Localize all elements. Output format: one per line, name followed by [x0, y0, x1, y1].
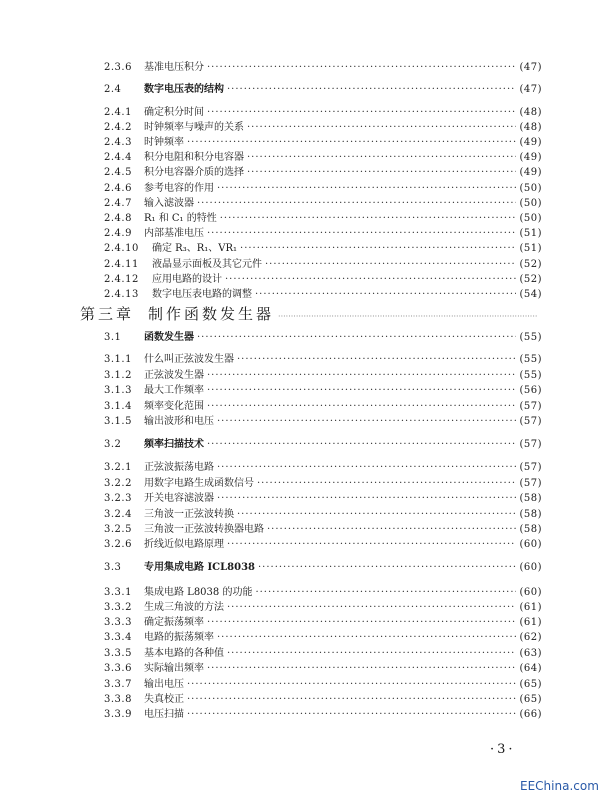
entry-title: 三角波一正弦波转换 [144, 509, 234, 520]
section-number: 3.1 [104, 332, 122, 343]
toc-entry [104, 61, 542, 75]
toc-entry [104, 258, 542, 272]
toc-entry [104, 166, 542, 180]
entry-number: 2.3.6 [104, 62, 132, 73]
toc-entry [104, 538, 542, 552]
toc-entry [104, 415, 542, 429]
entry-title: 开关电容滤波器 [144, 493, 214, 504]
entry-title: 三角波一正弦波转换器电路 [144, 524, 264, 535]
watermark: EEChina.com [520, 779, 599, 793]
entry-number: 3.3.5 [104, 648, 132, 659]
entry-number: 3.2.6 [104, 539, 132, 550]
entry-page: (47) [519, 62, 542, 73]
section-page: (47) [519, 84, 542, 95]
toc-entry [104, 197, 542, 211]
toc-entry [104, 106, 542, 120]
entry-title: 确定 R₃、R₁、VR₁ [152, 243, 238, 254]
entry-page: (49) [519, 152, 542, 163]
entry-page: (58) [519, 509, 542, 520]
dot-leader [187, 678, 516, 692]
dot-leader [278, 308, 538, 326]
dot-leader [217, 631, 516, 645]
entry-title: 正弦波振荡电路 [144, 462, 214, 473]
dot-leader [217, 492, 516, 506]
entry-page: (63) [519, 648, 542, 659]
entry-page: (55) [519, 354, 542, 365]
entry-number: 3.2.5 [104, 524, 132, 535]
page-number: ·3· [490, 742, 516, 757]
toc-entry [104, 182, 542, 196]
entry-title: 输入滤波器 [144, 198, 194, 209]
entry-title: 失真校正 [144, 694, 184, 705]
entry-number: 2.4.13 [104, 289, 139, 300]
toc-section [104, 331, 542, 345]
entry-number: 3.1.1 [104, 354, 132, 365]
dot-leader [227, 647, 516, 661]
toc-entry [104, 616, 542, 630]
chapter-heading [80, 305, 542, 326]
entry-page: (65) [519, 679, 542, 690]
section-number: 3.2 [104, 439, 122, 450]
toc-entry [104, 369, 542, 383]
toc-entry [104, 400, 542, 414]
entry-title: R₁ 和 C₁ 的特性 [144, 213, 217, 224]
toc-entry [104, 353, 542, 367]
entry-title: 实际输出频率 [144, 663, 204, 674]
entry-page: (61) [519, 617, 542, 628]
dot-leader [225, 273, 516, 287]
dot-leader [187, 136, 516, 150]
entry-number: 2.4.2 [104, 122, 132, 133]
section-title: 专用集成电路 ICL8038 [144, 562, 255, 573]
toc-section [104, 83, 542, 97]
dot-leader [247, 166, 516, 180]
toc-entry [104, 288, 542, 302]
toc-entry [104, 384, 542, 398]
entry-number: 3.2.3 [104, 493, 132, 504]
entry-number: 3.1.4 [104, 401, 132, 412]
entry-number: 3.1.2 [104, 370, 132, 381]
entry-page: (56) [519, 385, 542, 396]
dot-leader [187, 708, 516, 722]
entry-number: 2.4.12 [104, 274, 139, 285]
entry-page: (58) [519, 524, 542, 535]
entry-title: 时钟频率与噪声的关系 [144, 122, 244, 133]
entry-page: (66) [519, 709, 542, 720]
toc-entry [104, 227, 542, 241]
entry-page: (57) [519, 478, 542, 489]
entry-title: 最大工作频率 [144, 385, 204, 396]
dot-leader [187, 693, 516, 707]
entry-page: (57) [519, 462, 542, 473]
toc-entry [104, 492, 542, 506]
toc-entry [104, 693, 542, 707]
dot-leader [217, 182, 516, 196]
dot-leader [207, 384, 516, 398]
entry-page: (51) [519, 228, 542, 239]
toc-entry [104, 586, 542, 600]
dot-leader [227, 538, 516, 552]
dot-leader [207, 61, 516, 75]
entry-page: (57) [519, 401, 542, 412]
entry-title: 液晶显示面板及其它元件 [152, 259, 262, 270]
section-title: 数字电压表的结构 [144, 84, 224, 95]
entry-number: 3.1.5 [104, 416, 132, 427]
entry-title: 确定积分时间 [144, 107, 204, 118]
dot-leader [220, 212, 517, 226]
entry-number: 2.4.1 [104, 107, 132, 118]
entry-title: 输出波形和电压 [144, 416, 214, 427]
entry-page: (50) [519, 213, 542, 224]
dot-leader [227, 83, 516, 97]
entry-page: (52) [519, 274, 542, 285]
entry-title: 基准电压积分 [144, 62, 204, 73]
entry-page: (52) [519, 259, 542, 270]
entry-page: (60) [519, 539, 542, 550]
dot-leader [197, 197, 516, 211]
entry-page: (49) [519, 167, 542, 178]
dot-leader [255, 288, 516, 302]
entry-title: 电压扫描 [144, 709, 184, 720]
entry-number: 3.3.2 [104, 602, 132, 613]
entry-title: 时钟频率 [144, 137, 184, 148]
entry-title: 积分电容器介质的选择 [144, 167, 244, 178]
entry-number: 2.4.8 [104, 213, 132, 224]
entry-title: 积分电阻和积分电容器 [144, 152, 244, 163]
dot-leader [267, 523, 516, 537]
entry-number: 2.4.9 [104, 228, 132, 239]
chapter-title: 制作函数发生器 [148, 305, 275, 323]
toc-entry [104, 631, 542, 645]
toc-entry [104, 708, 542, 722]
toc-entry [104, 136, 542, 150]
toc-entry [104, 212, 542, 226]
dot-leader [207, 227, 516, 241]
entry-page: (50) [519, 183, 542, 194]
entry-page: (51) [519, 243, 542, 254]
entry-title: 数字电压表电路的调整 [152, 289, 252, 300]
section-title: 函数发生器 [144, 332, 194, 343]
entry-title: 参考电容的作用 [144, 183, 214, 194]
entry-page: (61) [519, 602, 542, 613]
dot-leader [227, 601, 516, 615]
entry-page: (48) [519, 107, 542, 118]
entry-number: 3.3.3 [104, 617, 132, 628]
toc-entry [104, 601, 542, 615]
toc-entry [104, 662, 542, 676]
dot-leader [257, 477, 516, 491]
dot-leader [207, 369, 516, 383]
entry-page: (58) [519, 493, 542, 504]
entry-title: 折线近似电路原理 [144, 539, 224, 550]
entry-number: 2.4.6 [104, 183, 132, 194]
section-title: 频率扫描技术 [144, 439, 204, 450]
toc-entry [104, 508, 542, 522]
entry-number: 2.4.7 [104, 198, 132, 209]
dot-leader [247, 151, 516, 165]
dot-leader [207, 438, 516, 452]
toc-entry [104, 477, 542, 491]
dot-leader [207, 106, 516, 120]
entry-number: 3.3.9 [104, 709, 132, 720]
dot-leader [237, 508, 516, 522]
dot-leader [255, 586, 516, 600]
entry-title: 频率变化范围 [144, 401, 204, 412]
entry-number: 3.3.4 [104, 632, 132, 643]
dot-leader [217, 415, 516, 429]
toc-entry [104, 273, 542, 287]
entry-title: 确定振荡频率 [144, 617, 204, 628]
entry-number: 3.2.2 [104, 478, 132, 489]
toc-entry [104, 461, 542, 475]
entry-number: 2.4.5 [104, 167, 132, 178]
toc-entry [104, 242, 542, 256]
chapter-label: 第三章 [80, 305, 135, 323]
entry-page: (54) [519, 289, 542, 300]
toc-entry [104, 121, 542, 135]
entry-number: 3.3.6 [104, 663, 132, 674]
entry-title: 电路的振荡频率 [144, 632, 214, 643]
section-page: (57) [519, 439, 542, 450]
dot-leader [197, 331, 516, 345]
entry-page: (57) [519, 416, 542, 427]
entry-number: 2.4.10 [104, 243, 139, 254]
entry-page: (49) [519, 137, 542, 148]
toc-section [104, 438, 542, 452]
section-page: (60) [519, 562, 542, 573]
dot-leader [258, 561, 516, 575]
toc-entry [104, 151, 542, 165]
entry-page: (60) [519, 587, 542, 598]
entry-title: 生成三角波的方法 [144, 602, 224, 613]
toc-entry [104, 647, 542, 661]
entry-page: (55) [519, 370, 542, 381]
toc-entry [104, 678, 542, 692]
entry-number: 3.2.4 [104, 509, 132, 520]
entry-page: (64) [519, 663, 542, 674]
entry-title: 集成电路 L8038 的功能 [144, 587, 253, 598]
entry-title: 基本电路的各种值 [144, 648, 224, 659]
section-number: 2.4 [104, 84, 122, 95]
entry-number: 3.2.1 [104, 462, 132, 473]
section-page: (55) [519, 332, 542, 343]
entry-page: (50) [519, 198, 542, 209]
entry-number: 2.4.4 [104, 152, 132, 163]
entry-page: (48) [519, 122, 542, 133]
dot-leader [237, 353, 516, 367]
entry-page: (62) [519, 632, 542, 643]
toc-entry [104, 523, 542, 537]
dot-leader [217, 461, 516, 475]
dot-leader [240, 242, 516, 256]
entry-title: 内部基准电压 [144, 228, 204, 239]
section-number: 3.3 [104, 562, 122, 573]
dot-leader [207, 400, 516, 414]
toc-section [104, 561, 542, 575]
entry-number: 3.3.7 [104, 679, 132, 690]
entry-number: 3.1.3 [104, 385, 132, 396]
entry-number: 2.4.3 [104, 137, 132, 148]
dot-leader [247, 121, 516, 135]
entry-page: (65) [519, 694, 542, 705]
entry-title: 用数字电路生成函数信号 [144, 478, 254, 489]
entry-number: 3.3.8 [104, 694, 132, 705]
entry-title: 正弦波发生器 [144, 370, 204, 381]
dot-leader [207, 662, 516, 676]
dot-leader [207, 616, 516, 630]
entry-title: 什么叫正弦波发生器 [144, 354, 234, 365]
entry-number: 2.4.11 [104, 259, 139, 270]
entry-title: 输出电压 [144, 679, 184, 690]
entry-number: 3.3.1 [104, 587, 132, 598]
dot-leader [265, 258, 516, 272]
entry-title: 应用电路的设计 [152, 274, 222, 285]
